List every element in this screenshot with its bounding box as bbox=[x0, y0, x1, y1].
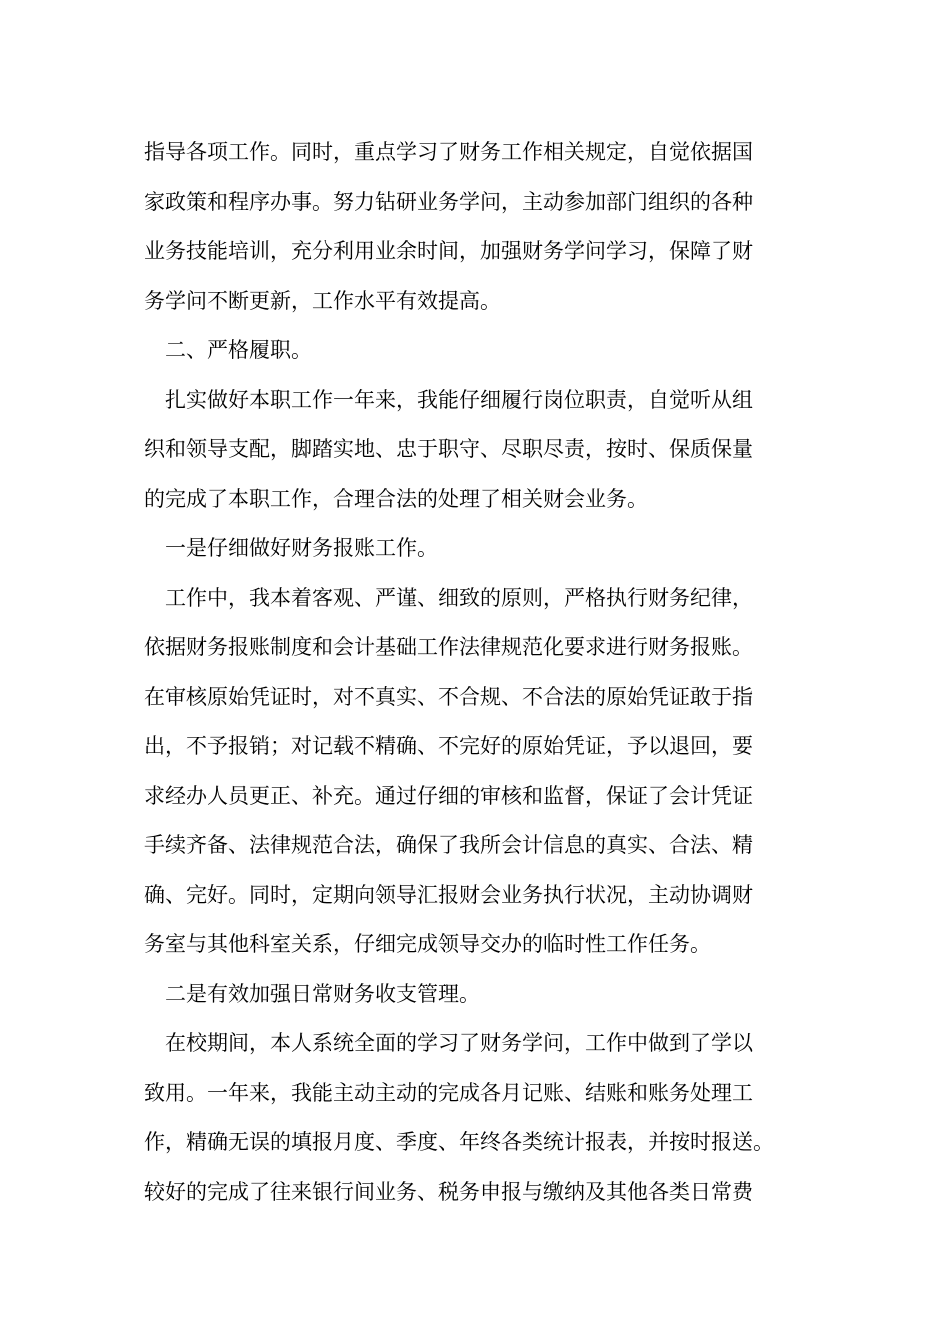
text-line: 务学问不断更新，工作水平有效提高。 bbox=[144, 288, 501, 313]
text-line: 依据财务报账制度和会计基础工作法律规范化要求进行财务报账。 bbox=[144, 635, 753, 659]
text-line: 作，精确无误的填报月度、季度、年终各类统计报表，并按时报送。 bbox=[144, 1130, 774, 1154]
text-line: 指导各项工作。同时，重点学习了财务工作相关规定，自觉依据国 bbox=[144, 140, 753, 164]
text-line: 扎实做好本职工作一年来，我能仔细履行岗位职责，自觉听从组 bbox=[165, 387, 753, 412]
document-body bbox=[144, 128, 812, 1217]
text-line: 在审核原始凭证时，对不真实、不合规、不合法的原始凭证敢于指 bbox=[144, 684, 753, 709]
text-line: 出，不予报销；对记载不精确、不完好的原始凭证，予以退回，要 bbox=[144, 734, 753, 758]
text-line: 求经办人员更正、补充。通过仔细的审核和监督，保证了会计凭证 bbox=[144, 783, 753, 808]
section-heading: 二、严格履职。 bbox=[165, 338, 312, 362]
text-line: 的完成了本职工作，合理合法的处理了相关财会业务。 bbox=[144, 486, 648, 511]
text-line: 确、完好。同时，定期向领导汇报财会业务执行状况，主动协调财 bbox=[144, 882, 753, 907]
text-line: 工作中，我本着客观、严谨、细致的原则，严格执行财务纪律， bbox=[165, 585, 753, 610]
text-line: 手续齐备、法律规范合法，确保了我所会计信息的真实、合法、精 bbox=[144, 833, 753, 857]
text-line: 致用。一年来，我能主动主动的完成各月记账、结账和账务处理工 bbox=[144, 1080, 753, 1105]
subsection-heading: 二是有效加强日常财务收支管理。 bbox=[165, 981, 480, 1006]
subsection-heading: 一是仔细做好财务报账工作。 bbox=[165, 536, 438, 560]
text-line: 较好的完成了往来银行间业务、税务申报与缴纳及其他各类日常费 bbox=[144, 1179, 753, 1204]
text-line: 务室与其他科室关系，仔细完成领导交办的临时性工作任务。 bbox=[144, 932, 711, 956]
text-line: 织和领导支配，脚踏实地、忠于职守、尽职尽责，按时、保质保量 bbox=[144, 437, 753, 461]
text-line: 家政策和程序办事。努力钻研业务学问，主动参加部门组织的各种 bbox=[144, 189, 753, 214]
text-line: 在校期间，本人系统全面的学习了财务学问，工作中做到了学以 bbox=[165, 1031, 753, 1055]
text-line: 业务技能培训，充分利用业余时间，加强财务学问学习，保障了财 bbox=[144, 239, 753, 263]
